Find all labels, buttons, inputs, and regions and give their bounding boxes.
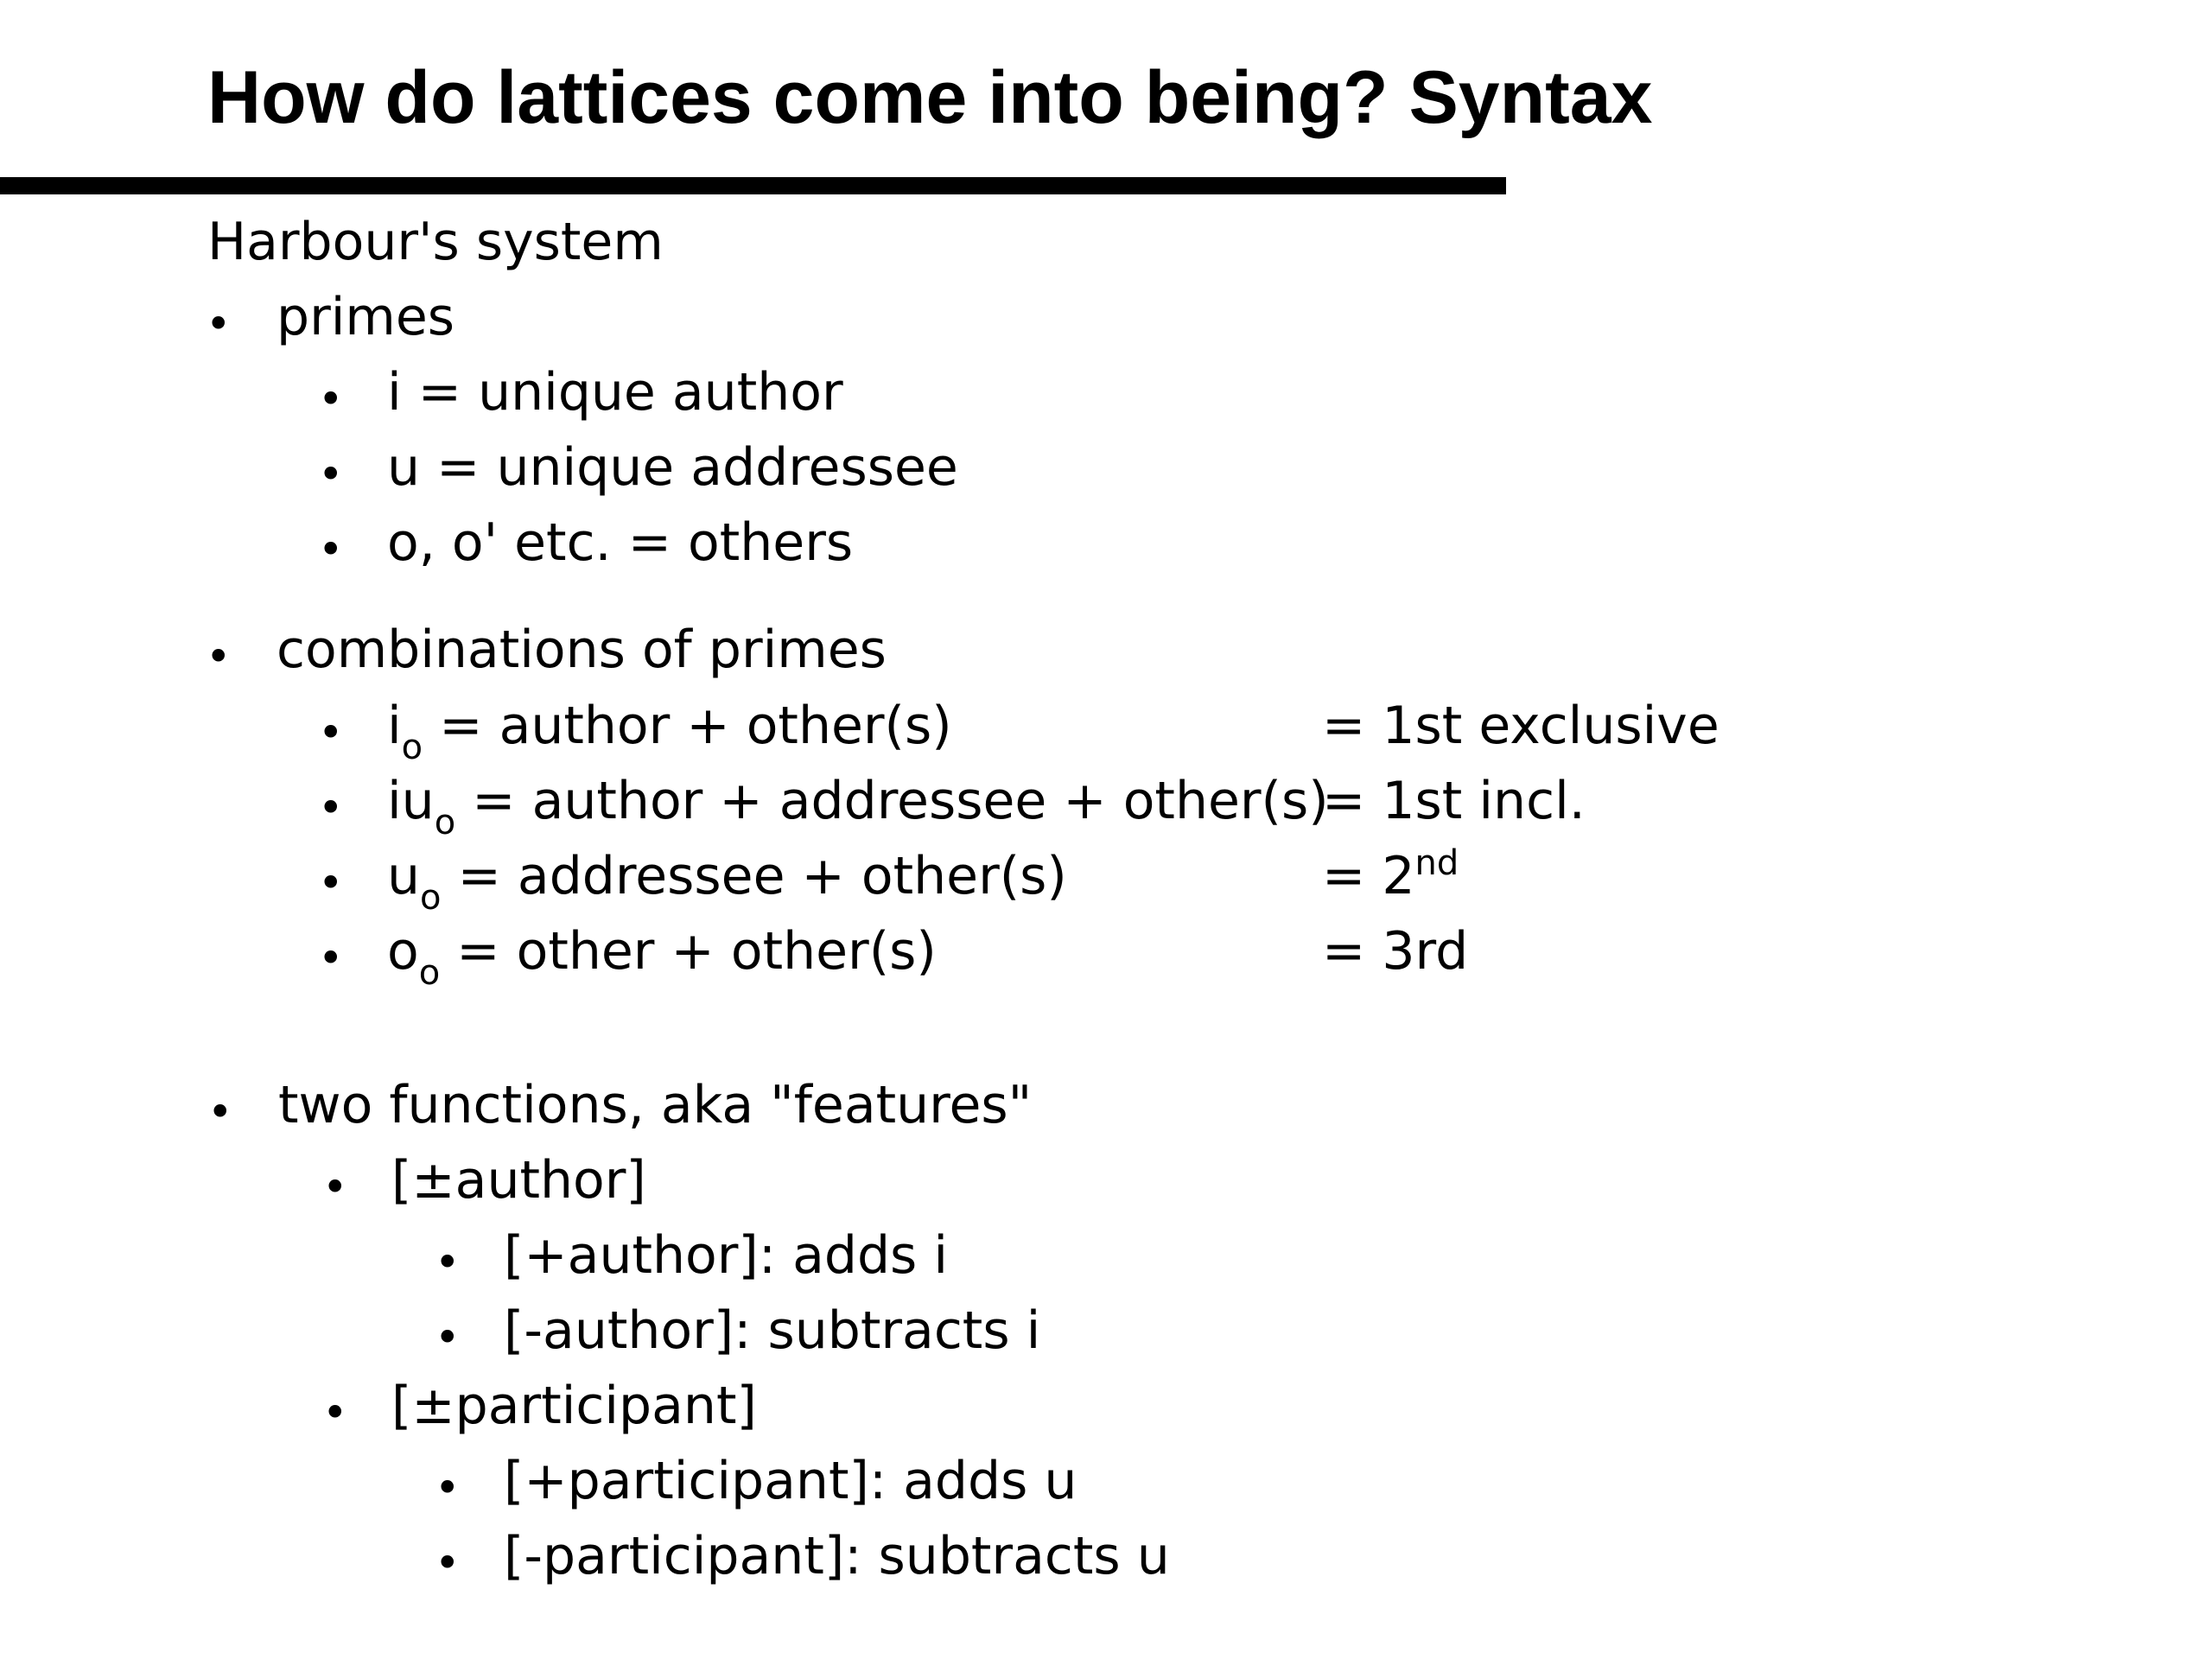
bullet-icon: • [207, 1087, 233, 1137]
bullet-icon: • [318, 708, 344, 758]
feature-author: [±author] [391, 1150, 646, 1211]
prime-item-u: u = unique addressee [387, 437, 958, 498]
bullet-icon: • [318, 783, 344, 833]
prime-item-i: i = unique author [387, 362, 843, 423]
bullet-icon: • [206, 299, 232, 349]
page-title: How do lattices come into being? Syntax [207, 56, 1653, 139]
bullet-icon: • [322, 1162, 348, 1212]
bullet-icon: • [435, 1313, 461, 1363]
combination-result: = 3rd [1322, 921, 1469, 982]
prime-item-o: o, o' etc. = others [387, 512, 854, 573]
intro-text: Harbour's system [207, 212, 664, 272]
combination-result: = 1st incl. [1322, 771, 1586, 831]
bullet-icon: • [318, 374, 344, 424]
combinations-heading: combinations of primes [276, 620, 887, 680]
bullet-icon: • [435, 1237, 461, 1287]
combination-result: = 2nd [1322, 843, 1459, 906]
bullet-icon: • [435, 1538, 461, 1588]
functions-heading: two functions, aka "features" [278, 1075, 1033, 1135]
feature-subitem: [-participant]: subtracts u [504, 1526, 1170, 1586]
combination-item: $i_o$ = author + other(s) [387, 696, 952, 767]
bullet-icon: • [322, 1388, 348, 1438]
bullet-icon: • [318, 933, 344, 983]
bullet-icon: • [318, 449, 344, 499]
feature-subitem: [+participant]: adds u [504, 1451, 1077, 1511]
primes-heading: primes [276, 287, 455, 347]
combination-item: $u_o$ = addressee + other(s) [387, 846, 1067, 918]
bullet-icon: • [318, 858, 344, 908]
feature-subitem: [-author]: subtracts i [504, 1300, 1041, 1361]
combination-item: $o_o$ = other + other(s) [387, 921, 937, 993]
feature-subitem: [+author]: adds i [504, 1225, 949, 1286]
feature-participant: [±participant] [391, 1376, 757, 1436]
bullet-icon: • [435, 1463, 461, 1513]
combination-result: = 1st exclusive [1322, 696, 1719, 756]
bullet-icon: • [206, 632, 232, 682]
combination-item: $iu_o$ = author + addressee + other(s) [387, 771, 1329, 842]
bullet-icon: • [318, 524, 344, 575]
